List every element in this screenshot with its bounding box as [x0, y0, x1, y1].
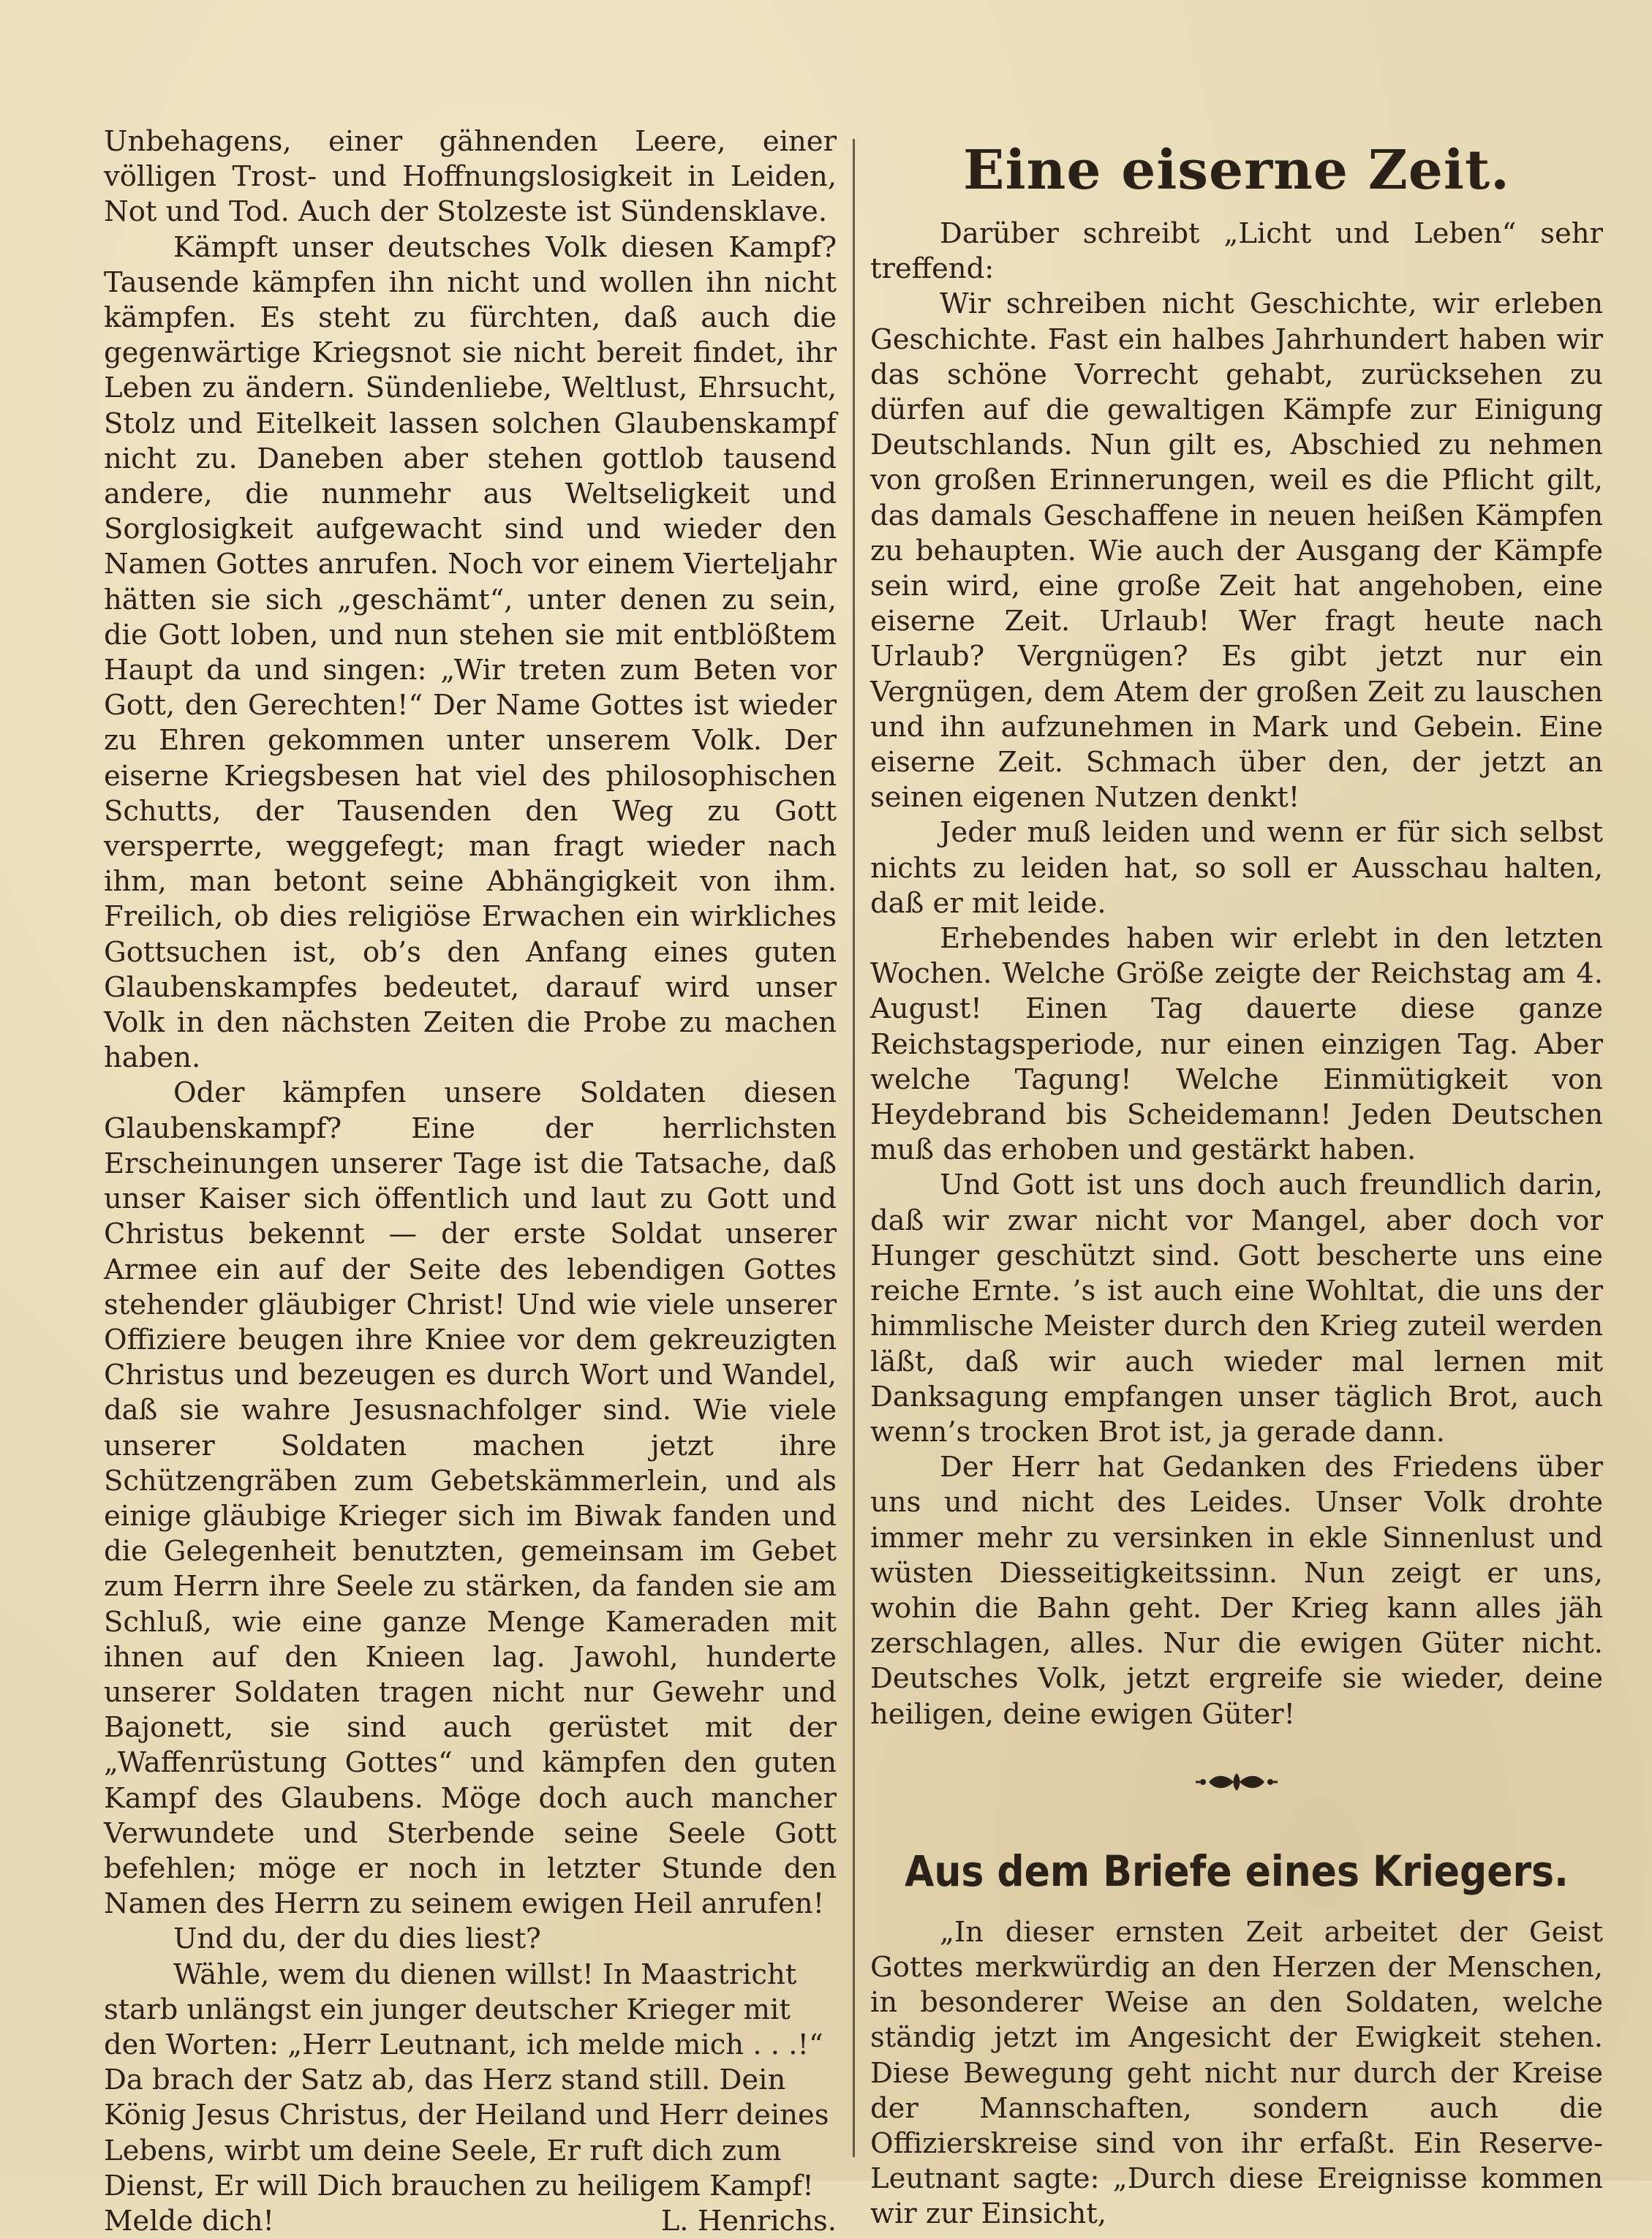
left-paragraph-2: Kämpft unser deutsches Volk diesen Kampf? Tausende kämpfen ihn nicht und wollen ihn nicht kämpfen. Es steht zu fürchten, daß auch die gegenwärtige Kriegsnot sie nicht bereit findet, ihr Leben zu ändern. Sündenliebe, Weltlust, Ehrsucht, Stolz und Eitelkeit lassen solchen Glaubenskampf nicht zu. Daneben aber stehen gottlob tausend andere, die nunmehr aus Weltseligkeit und Sorglosigkeit aufgewacht sind und wieder den Namen Gottes anrufen. Noch vor einem Vierteljahr hätten sie sich „geschämt“, unter denen zu sein, die Gott loben, und nun stehen sie mit entblößtem Haupt da und singen: „Wir treten zum Beten vor Gott, den Gerechten!“ Der Name Gottes ist wieder zu Ehren gekommen unter unserem Volk. Der eiserne Kriegsbesen hat viel des philosophischen Schutts, der Tausenden den Weg zu Gott versperrte, weggefegt; man fragt wieder nach ihm, man betont seine Abhängigkeit von ihm. Freilich, ob dies religiöse Erwachen ein wirkliches Gottsuchen ist, ob’s den Anfang eines guten Glaubenskampfes bedeutet, darauf wird unser Volk in den nächsten Zeiten die Probe zu machen haben.	[104, 230, 837, 1075]
left-paragraph-4: Und du, der du dies liest?	[173, 1922, 541, 1956]
section-title: Aus dem Briefe eines Kriegers.	[905, 1847, 1569, 1897]
right-paragraph-3: Erhebendes haben wir erlebt in den letzten Wochen. Welche Größe zeigte der Reichstag am 4. August! Einen Tag dauerte diese ganze Reichstagsperiode, nur einen einzigen Tag. Aber welche Tagung! Welche Einmütigkeit von Heydebrand bis Scheidemann! Jeden Deutschen muß das erhoben und gestärkt haben.	[870, 922, 1603, 1167]
right-column	[870, 124, 1603, 2232]
left-paragraph-5-text: Wähle, wem du dienen willst! In Maastricht starb unlängst ein junger deutscher Krieger mit den Worten: „Herr Leutnant, ich melde mich . . .!“ Da brach der Satz ab, das Herz stand still. Dein König Jesus Christus, der Heiland und Herr deines Lebens, wirbt um deine Seele, Er ruft dich zum Dienst, Er will Dich brauchen zu heiligem Kampf! Melde dich!	[104, 1957, 829, 2238]
left-paragraph-5	[104, 1957, 837, 2239]
column-divider	[853, 139, 855, 2157]
floral-ornament-svg	[1193, 1767, 1281, 1797]
article-title: Eine eiserne Zeit.	[963, 139, 1510, 202]
section-paragraph: „In dieser ernsten Zeit arbeitet der Geist Gottes merkwürdig an den Herzen der Menschen, in besonderer Weise an den Soldaten, welche ständig jetzt im Angesicht der Ewigkeit stehen. Diese Bewegung geht nicht nur durch der Kreise der Mannschaften, sondern auch die Offizierskreise sind von ihr erfaßt. Ein Reserve-Leutnant sagte: „Durch diese Ereignisse kommen wir zur Einsicht,	[870, 1915, 1603, 2231]
left-column	[104, 124, 837, 2239]
right-paragraph-2: Jeder muß leiden und wenn er für sich selbst nichts zu leiden hat, so soll er Ausschau halten, daß er mit leide.	[870, 816, 1603, 920]
floral-ornament-icon	[870, 1759, 1603, 1800]
article-intro: Darüber schreibt „Licht und Leben“ sehr treffend:	[870, 217, 1603, 286]
right-paragraph-5: Der Herr hat Gedanken des Friedens über uns und nicht des Leides. Unser Volk drohte immer mehr zu versinken in ekle Sinnenlust und wüsten Diesseitigkeitssinn. Nun zeigt er uns, wohin die Bahn geht. Der Krieg kann alles jäh zerschlagen, alles. Nur die ewigen Güter nicht. Deutsches Volk, jetzt ergreife sie wieder, deine heiligen, deine ewigen Güter!	[870, 1451, 1603, 1731]
left-paragraph-1: Unbehagens, einer gähnenden Leere, einer völligen Trost- und Hoffnungslosigkeit in Leiden, Not und Tod. Auch der Stolzeste ist Sündensklave.	[104, 125, 837, 229]
author-signature: L. Henrichs.	[660, 2204, 837, 2238]
right-paragraph-1: Wir schreiben nicht Geschichte, wir erleben Geschichte. Fast ein halbes Jahrhundert haben wir das schöne Vorrecht gehabt, zurücksehen zu dürfen auf die gewaltigen Kämpfe zur Einigung Deutschlands. Nun gilt es, Abschied zu nehmen von großen Erinnerungen, weil es die Pflicht gilt, das damals Geschaffene in neuen heißen Kämpfen zu behaupten. Wie auch der Ausgang der Kämpfe sein wird, eine große Zeit hat angehoben, eine eiserne Zeit. Urlaub! Wer fragt heute nach Urlaub? Vergnügen? Es gibt jetzt nur ein Vergnügen, dem Atem der großen Zeit zu lauschen und ihn aufzunehmen in Mark und Gebein. Eine eiserne Zeit. Schmach über den, der jetzt an seinen eigenen Nutzen denkt!	[870, 287, 1603, 815]
right-paragraph-4: Und Gott ist uns doch auch freundlich darin, daß wir zwar nicht vor Mangel, aber doch vor Hunger geschützt sind. Gott bescherte uns eine reiche Ernte. ’s ist auch eine Wohltat, die uns der himmlische Meister durch den Krieg zuteil werden läßt, daß wir auch wieder mal lernen mit Danksagung empfangen unser täglich Brot, auch wenn’s trocken Brot ist, ja gerade dann.	[870, 1168, 1603, 1449]
left-paragraph-3: Oder kämpfen unsere Soldaten diesen Glaubenskampf? Eine der herrlichsten Erscheinungen unserer Tage ist die Tatsache, daß unser Kaiser sich öffentlich und laut zu Gott und Christus bekennt — der erste Soldat unserer Armee ein auf der Seite des lebendigen Gottes stehender gläubiger Christ! Und wie viele unserer Offiziere beugen ihre Kniee vor dem gekreuzigten Christus und bezeugen es durch Wort und Wandel, daß sie wahre Jesusnachfolger sind. Wie viele unserer Soldaten machen jetzt ihre Schützengräben zum Gebetskämmerlein, und als einige gläubige Krieger sich im Biwak fanden und die Gelegenheit benutzten, gemeinsam im Gebet zum Herrn ihre Seele zu stärken, da fanden sie am Schluß, wie eine ganze Menge Kameraden mit ihnen auf den Knieen lag. Jawohl, hunderte unserer Soldaten tragen nicht nur Gewehr und Bajonett, sie sind auch gerüstet mit der „Waffenrüstung Gottes“ und kämpfen den guten Kampf des Glaubens. Möge doch auch mancher Verwundete und Sterbende seine Seele Gott befehlen; möge er noch in letzter Stunde den Namen des Herrn zu seinem ewigen Heil anrufen!	[104, 1076, 837, 1921]
